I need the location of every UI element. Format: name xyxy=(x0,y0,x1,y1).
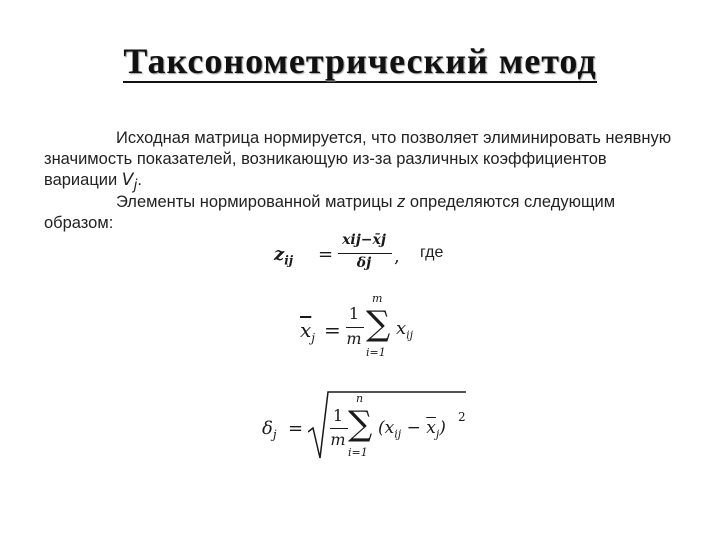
formula2-term xyxy=(396,318,413,342)
slide-title-text: Таксонометрический метод xyxy=(123,41,597,81)
formula3-term-sub1: ij xyxy=(394,427,402,441)
formula3-term-close: ) xyxy=(439,418,446,438)
var-v: V xyxy=(121,170,134,190)
formula2-sum-upper: m xyxy=(372,292,383,305)
paragraph1-text: Исходная матрица нормируется, что позволяет элиминировать неявную значимость показателей, возникающую из-за различных коэффициентов вариации xyxy=(44,129,672,189)
formula3-term xyxy=(378,418,446,440)
formula1-lhs-sub: ij xyxy=(284,253,294,268)
formula2-numerator: 1 xyxy=(348,304,360,323)
formula2-equals: = xyxy=(324,318,341,342)
variation-coefficient-symbol xyxy=(121,170,138,194)
formula2-denominator: m xyxy=(346,329,362,348)
formula3-denominator: m xyxy=(330,430,346,449)
formula3-term-mean: $\overline{x}$ xyxy=(426,418,436,438)
slide-title xyxy=(0,40,720,82)
formula3-equals: = xyxy=(288,418,304,439)
paragraph2-start: Элементы нормированной матрицы xyxy=(116,193,398,211)
formula2-fraction-bar xyxy=(346,327,364,328)
formula2-term-var: x xyxy=(396,318,407,339)
formula1-comma: , xyxy=(394,246,400,267)
formula1-equals: = xyxy=(318,244,334,265)
formula1-lhs xyxy=(274,244,293,268)
formula3-term-minus: − xyxy=(401,418,427,438)
formula1-numerator: xij−x̄j xyxy=(342,232,386,248)
formula1-fraction-bar xyxy=(338,253,392,254)
formula3-term-open: (x xyxy=(378,418,395,438)
formula1-lhs-var: z xyxy=(274,244,285,265)
paragraph1-end: . xyxy=(137,171,142,189)
formula1-denominator: δj xyxy=(356,255,372,271)
formula2-lhs-sub: j xyxy=(311,331,316,345)
formula3-fraction-bar xyxy=(330,428,348,429)
formula2-lhs-var: $\overline{x}$ xyxy=(300,318,312,342)
formula2-sum-lower: i=1 xyxy=(366,346,386,359)
formula3-lhs xyxy=(262,418,277,442)
formula3-term-sub2: j xyxy=(435,427,440,441)
formula-mean xyxy=(300,292,480,368)
where-word: где xyxy=(420,244,444,261)
formula2-term-sub: ij xyxy=(406,328,414,342)
formula-std-deviation xyxy=(262,388,492,466)
var-v-sub: j xyxy=(133,177,138,194)
formula3-sum-upper: n xyxy=(356,392,364,405)
formula3-power: 2 xyxy=(458,410,466,424)
formula3-numerator: 1 xyxy=(332,406,344,425)
formula-normalized-element xyxy=(274,232,534,282)
formula3-sum-lower: i=1 xyxy=(348,446,368,459)
paragraph2-end: определяются следующим образом: xyxy=(44,193,616,232)
formula3-lhs-sub: j xyxy=(272,427,277,442)
formula2-lhs xyxy=(300,318,315,345)
formula3-lhs-var: δ xyxy=(262,418,273,439)
paragraph-normalization xyxy=(44,128,674,196)
matrix-z-symbol: z xyxy=(397,193,406,211)
paragraph-elements xyxy=(44,192,674,234)
formula3-sum-sign: ∑ xyxy=(348,404,373,444)
formula2-sum-sign: ∑ xyxy=(366,304,391,344)
